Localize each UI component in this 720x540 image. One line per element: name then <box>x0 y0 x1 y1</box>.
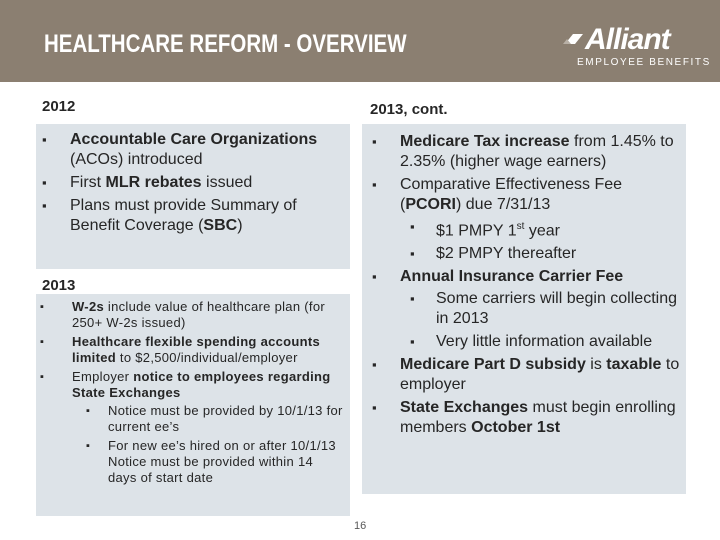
list-item: ▪ Plans must provide Summary of Benefit Coverage (SBC) <box>42 196 342 236</box>
sub-list-item: ▪ For new ee’s hired on or after 10/1/13 Notice must be provided within 14 days of start date <box>86 438 345 486</box>
list-item: ▪ Healthcare flexible spending accounts limited to $2,500/individual/employer <box>40 334 345 366</box>
logo-name: Alliant <box>585 23 670 56</box>
list-item: ▪ State Exchanges must begin enrolling members October 1st <box>372 398 682 438</box>
sub-list <box>400 289 682 352</box>
list-item: ▪ Medicare Part D subsidy is taxable to employer <box>372 355 682 395</box>
list-item: ▪ Accountable Care Organizations (ACOs) introduced <box>42 130 342 170</box>
list-item: ▪ Comparative Effectiveness Fee (PCORI) due 7/31/13 ▪ $1 PMPY 1st year ▪ $2 PMPY thereafter <box>372 175 682 264</box>
sub-list-item: ▪ Very little information available <box>410 332 682 352</box>
sub-list-item: ▪ Notice must be provided by 10/1/13 for current ee’s <box>86 403 345 435</box>
list-item: ▪ First MLR rebates issued <box>42 173 342 193</box>
list-2012 <box>42 130 342 239</box>
sub-list <box>72 403 345 486</box>
alliant-logo <box>563 23 711 70</box>
list-item: ▪ Employer notice to employees regarding State Exchanges ▪ Notice must be provided by 10/1/13 for current ee’s ▪ For new ee’s hired on or after 10/1/13 Notice must be provided within 14 days of start date <box>40 369 345 486</box>
heading-2012: 2012 <box>42 98 76 115</box>
sub-list <box>400 217 682 264</box>
list-2013-cont <box>372 132 682 441</box>
logo-subtitle: EMPLOYEE BENEFITS <box>577 57 711 68</box>
list-item: ▪ Annual Insurance Carrier Fee ▪ Some carriers will begin collecting in 2013 ▪ Very little information available <box>372 267 682 352</box>
sub-list-item: ▪ Some carriers will begin collecting in 2013 <box>410 289 682 329</box>
logo-arrow-icon <box>563 30 585 48</box>
slide-header <box>0 0 720 82</box>
page-number: 16 <box>354 520 367 532</box>
heading-2013-cont: 2013, cont. <box>370 101 448 118</box>
list-item: ▪ W-2s include value of healthcare plan (for 250+ W-2s issued) <box>40 299 345 331</box>
list-2013 <box>40 299 345 489</box>
sub-list-item: ▪ $2 PMPY thereafter <box>410 244 682 264</box>
list-item: ▪ Medicare Tax increase from 1.45% to 2.35% (higher wage earners) <box>372 132 682 172</box>
slide-title: HEALTHCARE REFORM - OVERVIEW <box>44 30 407 58</box>
sub-list-item: ▪ $1 PMPY 1st year <box>410 217 682 241</box>
heading-2013: 2013 <box>42 277 76 294</box>
